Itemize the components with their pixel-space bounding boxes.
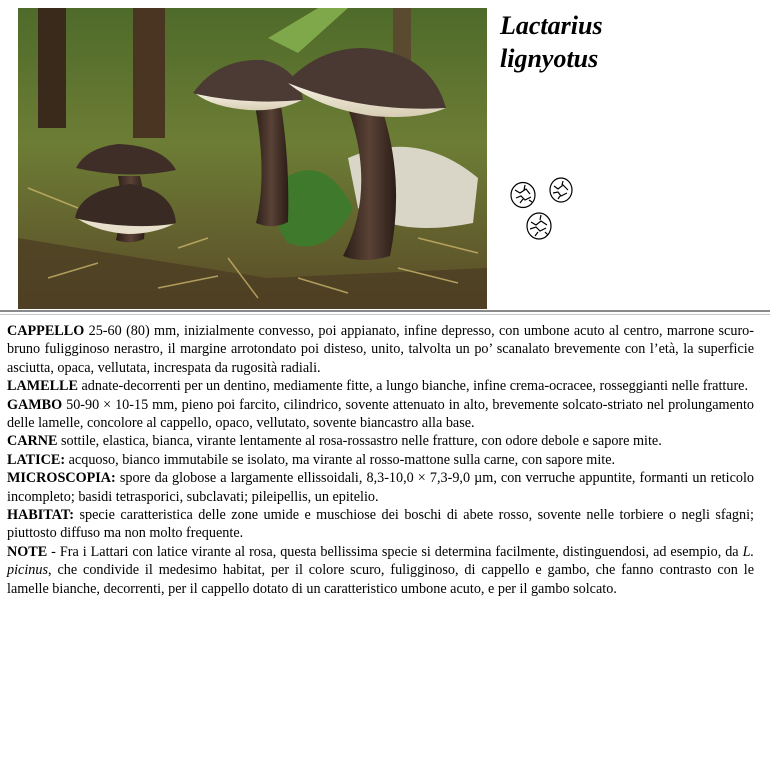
divider-line: [0, 310, 770, 312]
section-text: adnate-decorrenti per un dentino, mediamente fitte, a lungo bianche, infine crema-ocracee, rosseggianti nelle fratture.: [77, 378, 749, 395]
title-genus: Lactarius: [500, 11, 603, 40]
section-text: specie caratteristica delle zone umide e muschiose dei boschi di abete rosso, sovente nelle torbiere o negli sfagni; piuttosto diffuso ma non molto frequente.: [7, 507, 754, 542]
section-habitat: [7, 506, 754, 543]
section-label: GAMBO: [7, 396, 63, 413]
section-cappello: [7, 322, 754, 377]
section-label: CARNE: [7, 433, 58, 450]
section-label: LATICE:: [7, 451, 66, 468]
section-label: CAPPELLO: [7, 323, 85, 339]
section-microscopia: [7, 469, 754, 506]
section-gambo: [7, 396, 754, 433]
section-lamelle: [7, 377, 754, 395]
note-species-name: L. picinus: [7, 543, 754, 579]
title-epithet: lignyotus: [500, 44, 599, 73]
section-text: acquoso, bianco immutabile se isolato, ma virante al rosso-mattone sulla carne, con sapore mite.: [65, 451, 616, 468]
mushroom-photo: [18, 8, 487, 309]
section-label: MICROSCOPIA:: [7, 470, 116, 487]
note-text-before: - Fra i Lattari con latice virante al rosa, questa bellissima specie si determina facilmente, distinguendosi, ad esempio, da: [47, 543, 743, 560]
section-latice: [7, 451, 754, 469]
section-text: spore da globose a largamente ellissoidali, 8,3-10,0 × 7,3-9,0 µm, con verruche appuntite, formanti un reticolo incompleto; basidi tetrasporici, subclavati; pileipellis, un epitelio.: [7, 470, 754, 505]
description-body: [7, 322, 754, 598]
section-note: [7, 543, 754, 598]
section-label: LAMELLE: [7, 378, 78, 395]
section-text: sottile, elastica, bianca, virante lentamente al rosa-rossastro nelle fratture, con odore debole e sapore mite.: [57, 433, 662, 450]
section-label: HABITAT:: [7, 507, 74, 524]
section-label: NOTE: [7, 543, 48, 560]
note-text-after: , che condivide il medesimo habitat, per il colore scuro, fuligginoso, di cappello e gambo, che fanno contrasto con le lamelle bianche, decorrenti, per il cappello dotato di un caratteristico umbone acuto, e per il gambo solcato.: [7, 562, 754, 597]
section-carne: [7, 432, 754, 450]
section-text: 50-90 × 10-15 mm, pieno poi farcito, cilindrico, sovente attenuato in alto, brevemente solcato-striato nel prolungamento delle lamelle, concolore al cappello, opaco, vellutato, sovente biancastro alla base.: [7, 396, 754, 432]
section-text: 25-60 (80) mm, inizialmente convesso, poi appianato, infine depresso, con umbone acuto al centro, marrone scuro-bruno fuligginoso nerastro, il margine arrotondato poi disteso, unito, talvolta un po’ scanalato brevemente con l’età, la superficie asciutta, opaca, vellutata, increspata da rugosità radiali.: [7, 323, 754, 376]
species-title: [500, 9, 603, 75]
divider-line-thin: [0, 314, 770, 315]
spore-drawing: [505, 172, 580, 244]
